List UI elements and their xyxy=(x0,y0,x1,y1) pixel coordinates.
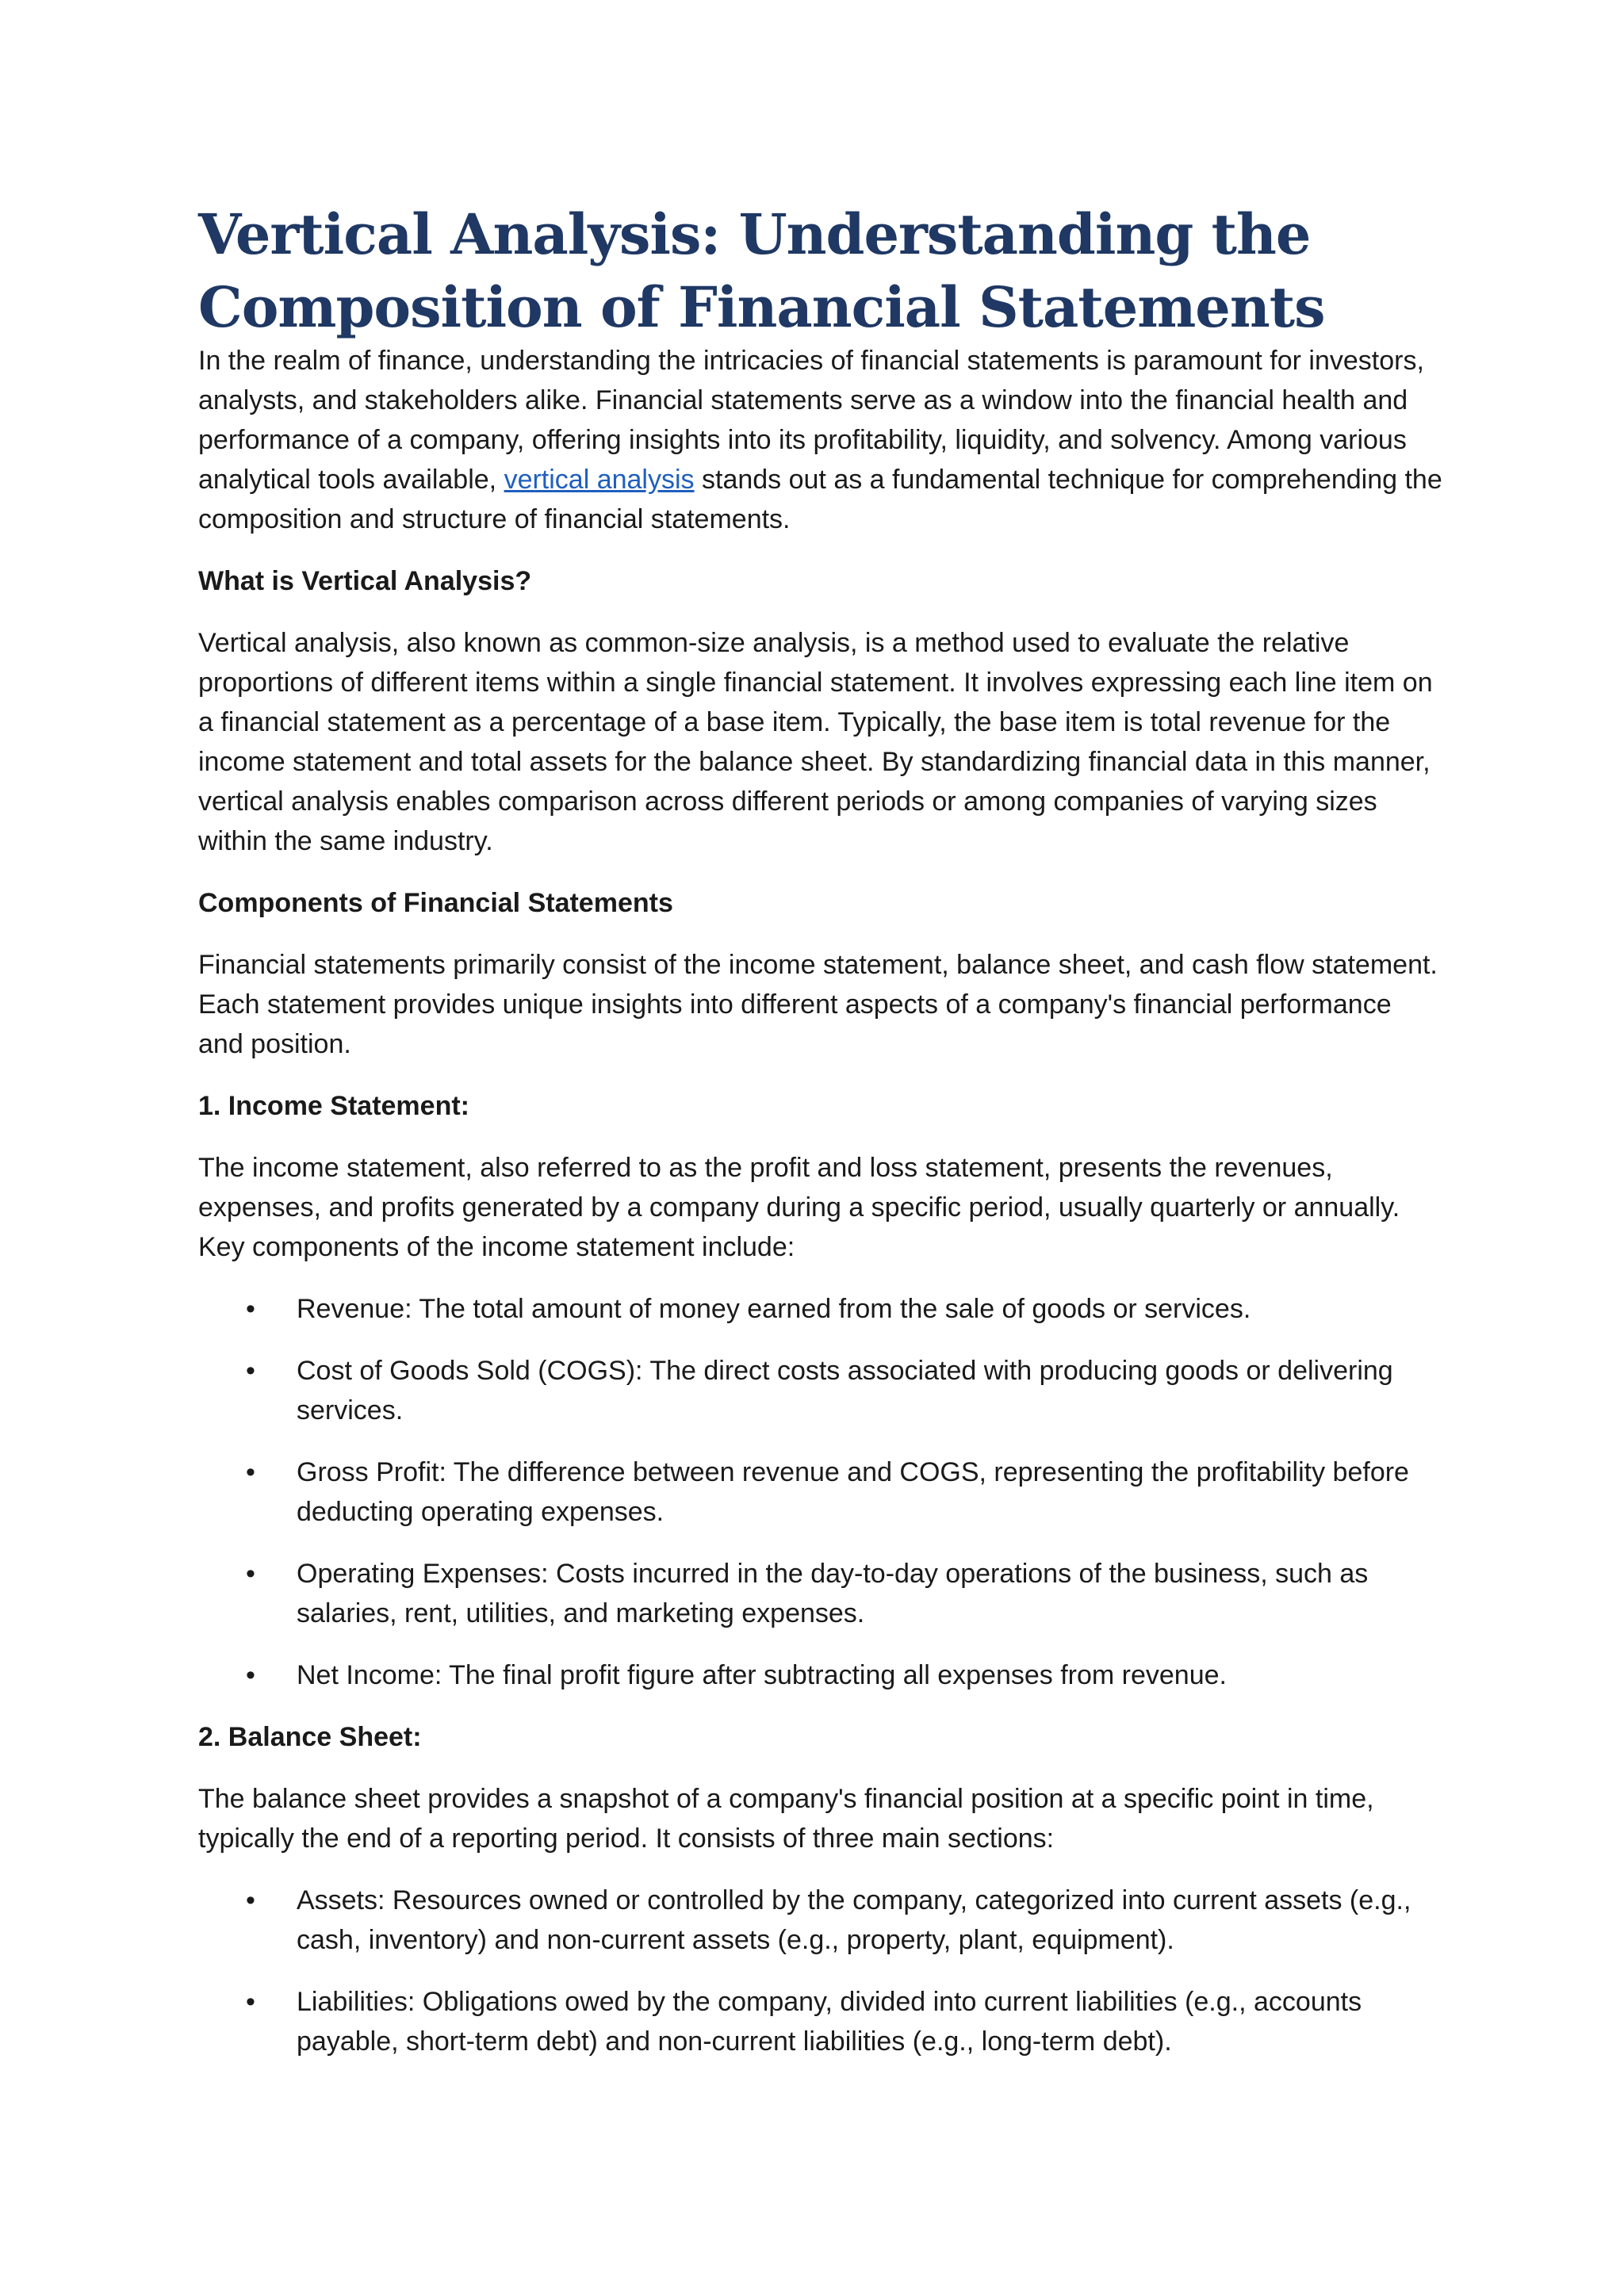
list-item-text: Liabilities: Obligations owed by the company, divided into current liabilities (e.g., accounts payable, short-term debt) and non-current liabilities (e.g., long-term debt). xyxy=(297,1987,1362,2057)
bullet-icon: • xyxy=(246,1987,255,2017)
list-item xyxy=(198,1982,1443,2061)
income-statement-paragraph: The income statement, also referred to as the profit and loss statement, presents the revenues, expenses, and profits generated by a company during a specific period, usually quarterly or annually. Key components of the income statement include: xyxy=(198,1153,1400,1262)
list-item-text: Net Income: The final profit figure after subtracting all expenses from revenue. xyxy=(297,1660,1227,1690)
intro-text-before-link: In the realm of finance, understanding the intricacies of financial statements is paramount for investors, analysts, and stakeholders alike. Financial statements serve as a window into the financial health and performance of a company, offering insights into its profitability, liquidity, and solvency. Among various analytical tools available, xyxy=(198,346,1424,495)
list-item xyxy=(198,1655,1443,1695)
bullet-icon: • xyxy=(246,1294,255,1324)
components-paragraph: Financial statements primarily consist of the income statement, balance sheet, and cash flow statement. Each statement provides unique insights into different aspects of a company's financial performance and position. xyxy=(198,950,1438,1059)
bullet-icon: • xyxy=(246,1885,255,1915)
income-statement-list xyxy=(198,1289,1443,1695)
balance-sheet-list xyxy=(198,1881,1443,2061)
vertical-analysis-link[interactable]: vertical analysis xyxy=(504,465,695,495)
page-title: Vertical Analysis: Understanding the Composition of Financial Statements xyxy=(198,201,1325,340)
list-item xyxy=(198,1351,1443,1430)
list-item xyxy=(198,1554,1443,1633)
list-item-text: Cost of Goods Sold (COGS): The direct costs associated with producing goods or delivering services. xyxy=(297,1356,1393,1425)
list-item-text: Revenue: The total amount of money earned from the sale of goods or services. xyxy=(297,1294,1251,1324)
list-item xyxy=(198,1881,1443,1960)
bullet-icon: • xyxy=(246,1660,255,1690)
balance-sheet-heading: 2. Balance Sheet: xyxy=(198,1722,422,1752)
components-heading: Components of Financial Statements xyxy=(198,888,673,918)
bullet-icon: • xyxy=(246,1559,255,1589)
list-item xyxy=(198,1289,1443,1329)
intro-text-after-link: stands out as a fundamental technique for comprehending the composition and structure of financial statements. xyxy=(198,465,1442,534)
income-statement-heading: 1. Income Statement: xyxy=(198,1091,469,1121)
intro-paragraph xyxy=(198,341,1443,539)
list-item-text: Assets: Resources owned or controlled by the company, categorized into current assets (e.g., cash, inventory) and non-current assets (e.g., property, plant, equipment). xyxy=(297,1885,1411,1955)
what-is-paragraph: Vertical analysis, also known as common-size analysis, is a method used to evaluate the relative proportions of different items within a single financial statement. It involves expressing each line item on a financial statement as a percentage of a base item. Typically, the base item is total revenue for the income statement and total assets for the balance sheet. By standardizing financial data in this manner, vertical analysis enables comparison across different periods or among companies of varying sizes within the same industry. xyxy=(198,628,1433,856)
list-item-text: Gross Profit: The difference between revenue and COGS, representing the profitability before deducting operating expenses. xyxy=(297,1457,1409,1527)
bullet-icon: • xyxy=(246,1457,255,1487)
list-item-text: Operating Expenses: Costs incurred in the day-to-day operations of the business, such as salaries, rent, utilities, and marketing expenses. xyxy=(297,1559,1369,1628)
balance-sheet-paragraph: The balance sheet provides a snapshot of a company's financial position at a specific point in time, typically the end of a reporting period. It consists of three main sections: xyxy=(198,1784,1374,1854)
document-page xyxy=(198,198,1443,2084)
what-is-heading: What is Vertical Analysis? xyxy=(198,566,532,596)
bullet-icon: • xyxy=(246,1356,255,1386)
list-item xyxy=(198,1452,1443,1532)
